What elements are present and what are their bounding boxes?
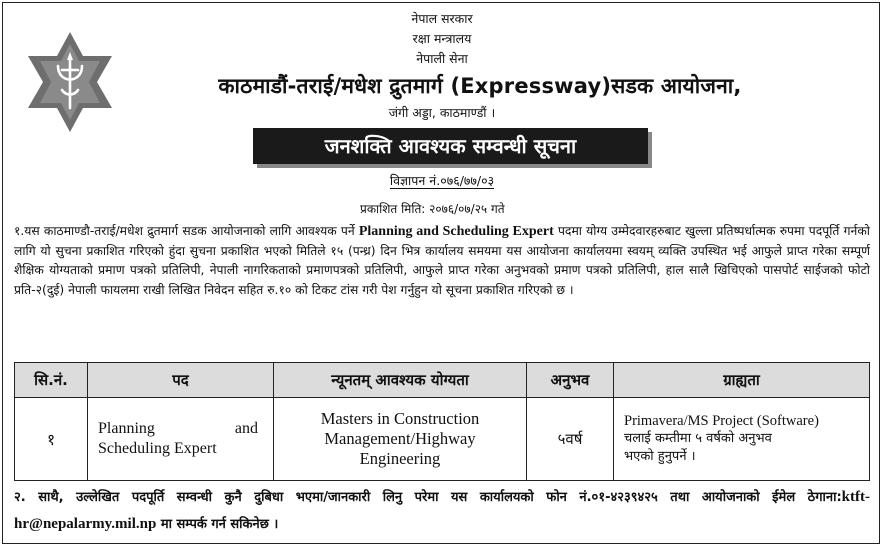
published-date: प्रकाशित मिति: २०७६/०७/२५ गते xyxy=(360,202,505,216)
cell-experience: ५वर्ष xyxy=(527,398,614,481)
header-sn: सि.नं. xyxy=(15,363,88,398)
qual-line-2: Management/Highway xyxy=(324,429,476,448)
para1-post-name: Planning and Scheduling Expert xyxy=(358,224,554,239)
notice-number xyxy=(0,172,884,189)
project-title: काठमाडौं-तराई/मधेश द्रुतमार्ग (Expressway)सडक आयोजना, xyxy=(218,74,742,98)
ministry-name: रक्षा मन्त्रालय xyxy=(412,31,472,46)
header-preference: ग्राह्यता xyxy=(614,363,870,398)
contact-email: ktft-hr@nepalarmy.mil.np xyxy=(14,489,870,532)
cell-qualification xyxy=(274,398,527,481)
pref-line-1: Primavera/MS Project (Software) xyxy=(624,413,819,429)
header-qualification: न्यूनतम् आवश्यक योग्यता xyxy=(274,363,527,398)
para1-body: पदमा योग्य उम्मेदवारहरुबाट खुल्ला प्रतिष्पर्धात्मक रुपमा पदपूर्ति गर्नको लागि यो सुचना प्रकाशित गरिएको हुंदा सुचना प्रकाशित भएको मितिले १५ (पन्ध्र) दिन भित्र कार्यालय समयमा यस आयोजना कार्यालयमा स्वयम् व्यक्ति उपस्थित भई आफुले प्राप्त गरेका सम्पूर्ण शैक्षिक योग्यताको प्रमाण पत्रको प्रतिलिपी, नेपाली नागरिकताको प्रमाणपत्रको प्रतिलिपी, आफुले प्राप्त गरेका अनुभवको प्रमाण पत्रको प्रतिलिपी, हाल सालै खिचिएको पासपोर्ट साईजको फोटो प्रति-२(दुई) नेपाली फायलमा राखी लिखित निवेदन सहित रु.१० को टिकट टांस गरी पेश गर्नुहुन यो सूचना प्रकाशित गरिएको छ । xyxy=(14,224,870,297)
location: जंगी अड्डा, काठमाण्डौं । xyxy=(388,105,496,120)
qual-line-1: Masters in Construction xyxy=(320,409,480,428)
table-row xyxy=(15,398,870,481)
govt-name: नेपाल सरकार xyxy=(411,11,473,26)
notice-paragraph-1 xyxy=(14,222,870,300)
cell-preference xyxy=(614,398,870,481)
para1-intro: १.यस काठमाण्डौ-तराई/मधेश द्रुतमार्ग सडक आयोजनाको लागि आवश्यक पर्ने xyxy=(14,224,359,238)
notice-number-text: विज्ञापन नं.०७६/७७/०३ xyxy=(389,173,495,188)
vacancy-table xyxy=(14,362,870,481)
post-word-2: and xyxy=(234,420,258,437)
header-post: पद xyxy=(88,363,274,398)
para2-end: मा सम्पर्क गर्न सकिनेछ । xyxy=(156,517,279,532)
table-header-row xyxy=(15,363,870,398)
post-line-2: Scheduling Expert xyxy=(98,440,217,457)
post-word-1: Planning xyxy=(98,420,155,437)
post-line-1 xyxy=(98,419,272,439)
pref-line-2: चलाई कम्तीमा ५ वर्षको अनुभव xyxy=(624,431,772,446)
cell-post xyxy=(88,398,274,481)
notice-paragraph-2 xyxy=(14,484,870,538)
qual-line-3: Engineering xyxy=(359,449,441,468)
army-name: नेपाली सेना xyxy=(416,51,468,66)
header-experience: अनुभव xyxy=(527,363,614,398)
cell-sn: १ xyxy=(15,398,88,481)
para2-intro: २. साथै, उल्लेखित पदपूर्ति सम्वन्धी कुनै दुबिधा भएमा/जानकारी लिनु परेमा यस कार्यालयको फोन नं.०१-४२३९४२५ तथा आयोजनाको ईमेल ठेगाना: xyxy=(14,490,842,505)
pref-line-3: भएको हुनुपर्ने । xyxy=(624,449,696,464)
notice-banner: जनशक्ति आवश्यक सम्वन्धी सूचना xyxy=(253,128,648,164)
